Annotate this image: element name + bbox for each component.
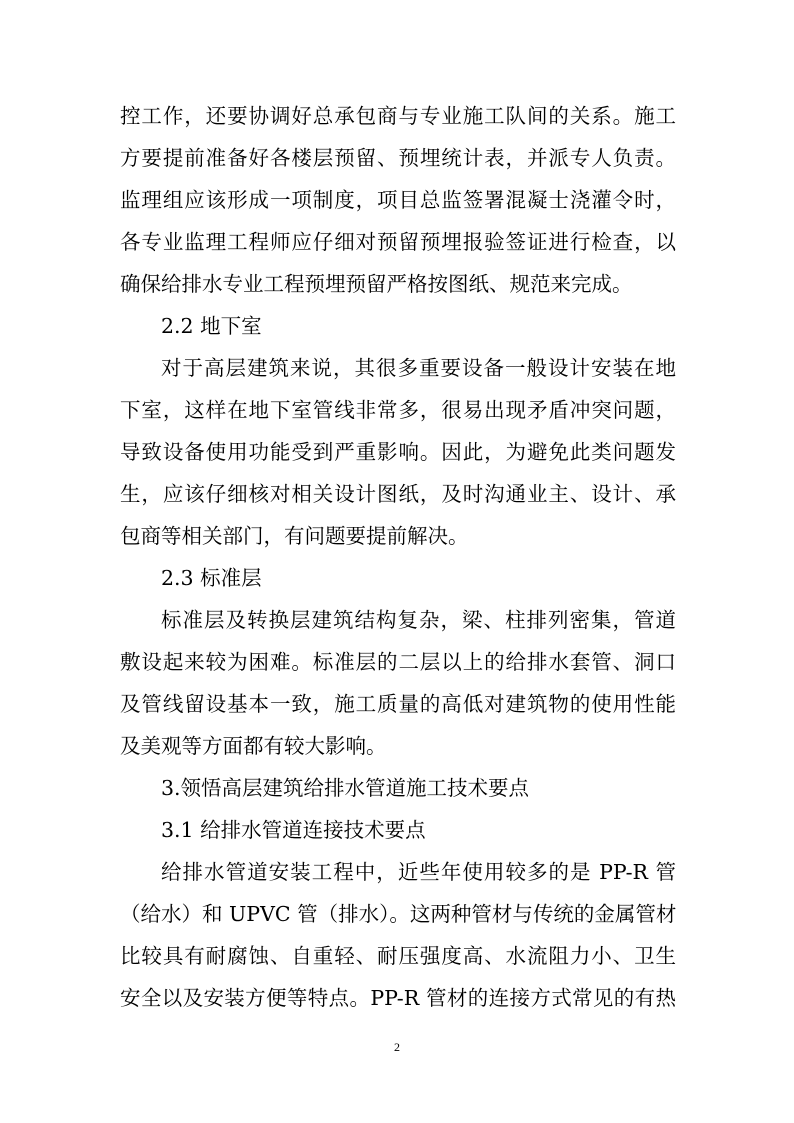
text-line: 控工作，还要协调好总承包商与专业施工队间的关系。施工 [120,104,676,128]
paragraph-first-line: 给排水管道安装工程中，近些年使用较多的是 PP-R 管 [161,860,676,884]
text-line: 安全以及安装方便等特点。PP-R 管材的连接方式常见的有热 [120,986,676,1010]
text-line: （给水）和 UPVC 管（排水）。这两种管材与传统的金属管材 [120,902,677,926]
text-line: 及美观等方面都有较大影响。 [120,734,387,758]
section-heading: 2.3 标准层 [161,566,262,590]
text-line: 及管线留设基本一致，施工质量的高低对建筑物的使用性能 [120,692,676,716]
text-line: 确保给排水专业工程预埋预留严格按图纸、规范来完成。 [120,272,633,296]
text-line: 下室，这样在地下室管线非常多，很易出现矛盾冲突问题， [120,398,676,422]
text-line: 比较具有耐腐蚀、自重轻、耐压强度高、水流阻力小、卫生 [120,944,676,968]
text-line: 方要提前准备好各楼层预留、预埋统计表，并派专人负责。 [120,146,676,170]
text-line: 监理组应该形成一项制度，项目总监签署混凝士浇灌令时， [120,188,676,212]
section-heading: 2.2 地下室 [161,314,262,338]
paragraph-first-line: 对于高层建筑来说，其很多重要设备一般设计安装在地 [161,356,676,380]
paragraph-first-line: 标准层及转换层建筑结构复杂，梁、柱排列密集，管道 [161,608,676,632]
text-line: 敷设起来较为困难。标准层的二层以上的给排水套管、洞口 [120,650,676,674]
text-line: 各专业监理工程师应仔细对预留预埋报验签证进行检查，以 [120,230,676,254]
text-line: 导致设备使用功能受到严重影响。因此，为避免此类问题发 [120,440,676,464]
text-line: 生，应该仔细核对相关设计图纸，及时沟通业主、设计、承 [120,482,676,506]
section-heading: 3.领悟高层建筑给排水管道施工技术要点 [161,776,530,800]
page-number: 2 [394,1040,400,1054]
section-heading: 3.1 给排水管道连接技术要点 [161,818,426,842]
text-line: 包商等相关部门，有问题要提前解决。 [120,524,469,548]
